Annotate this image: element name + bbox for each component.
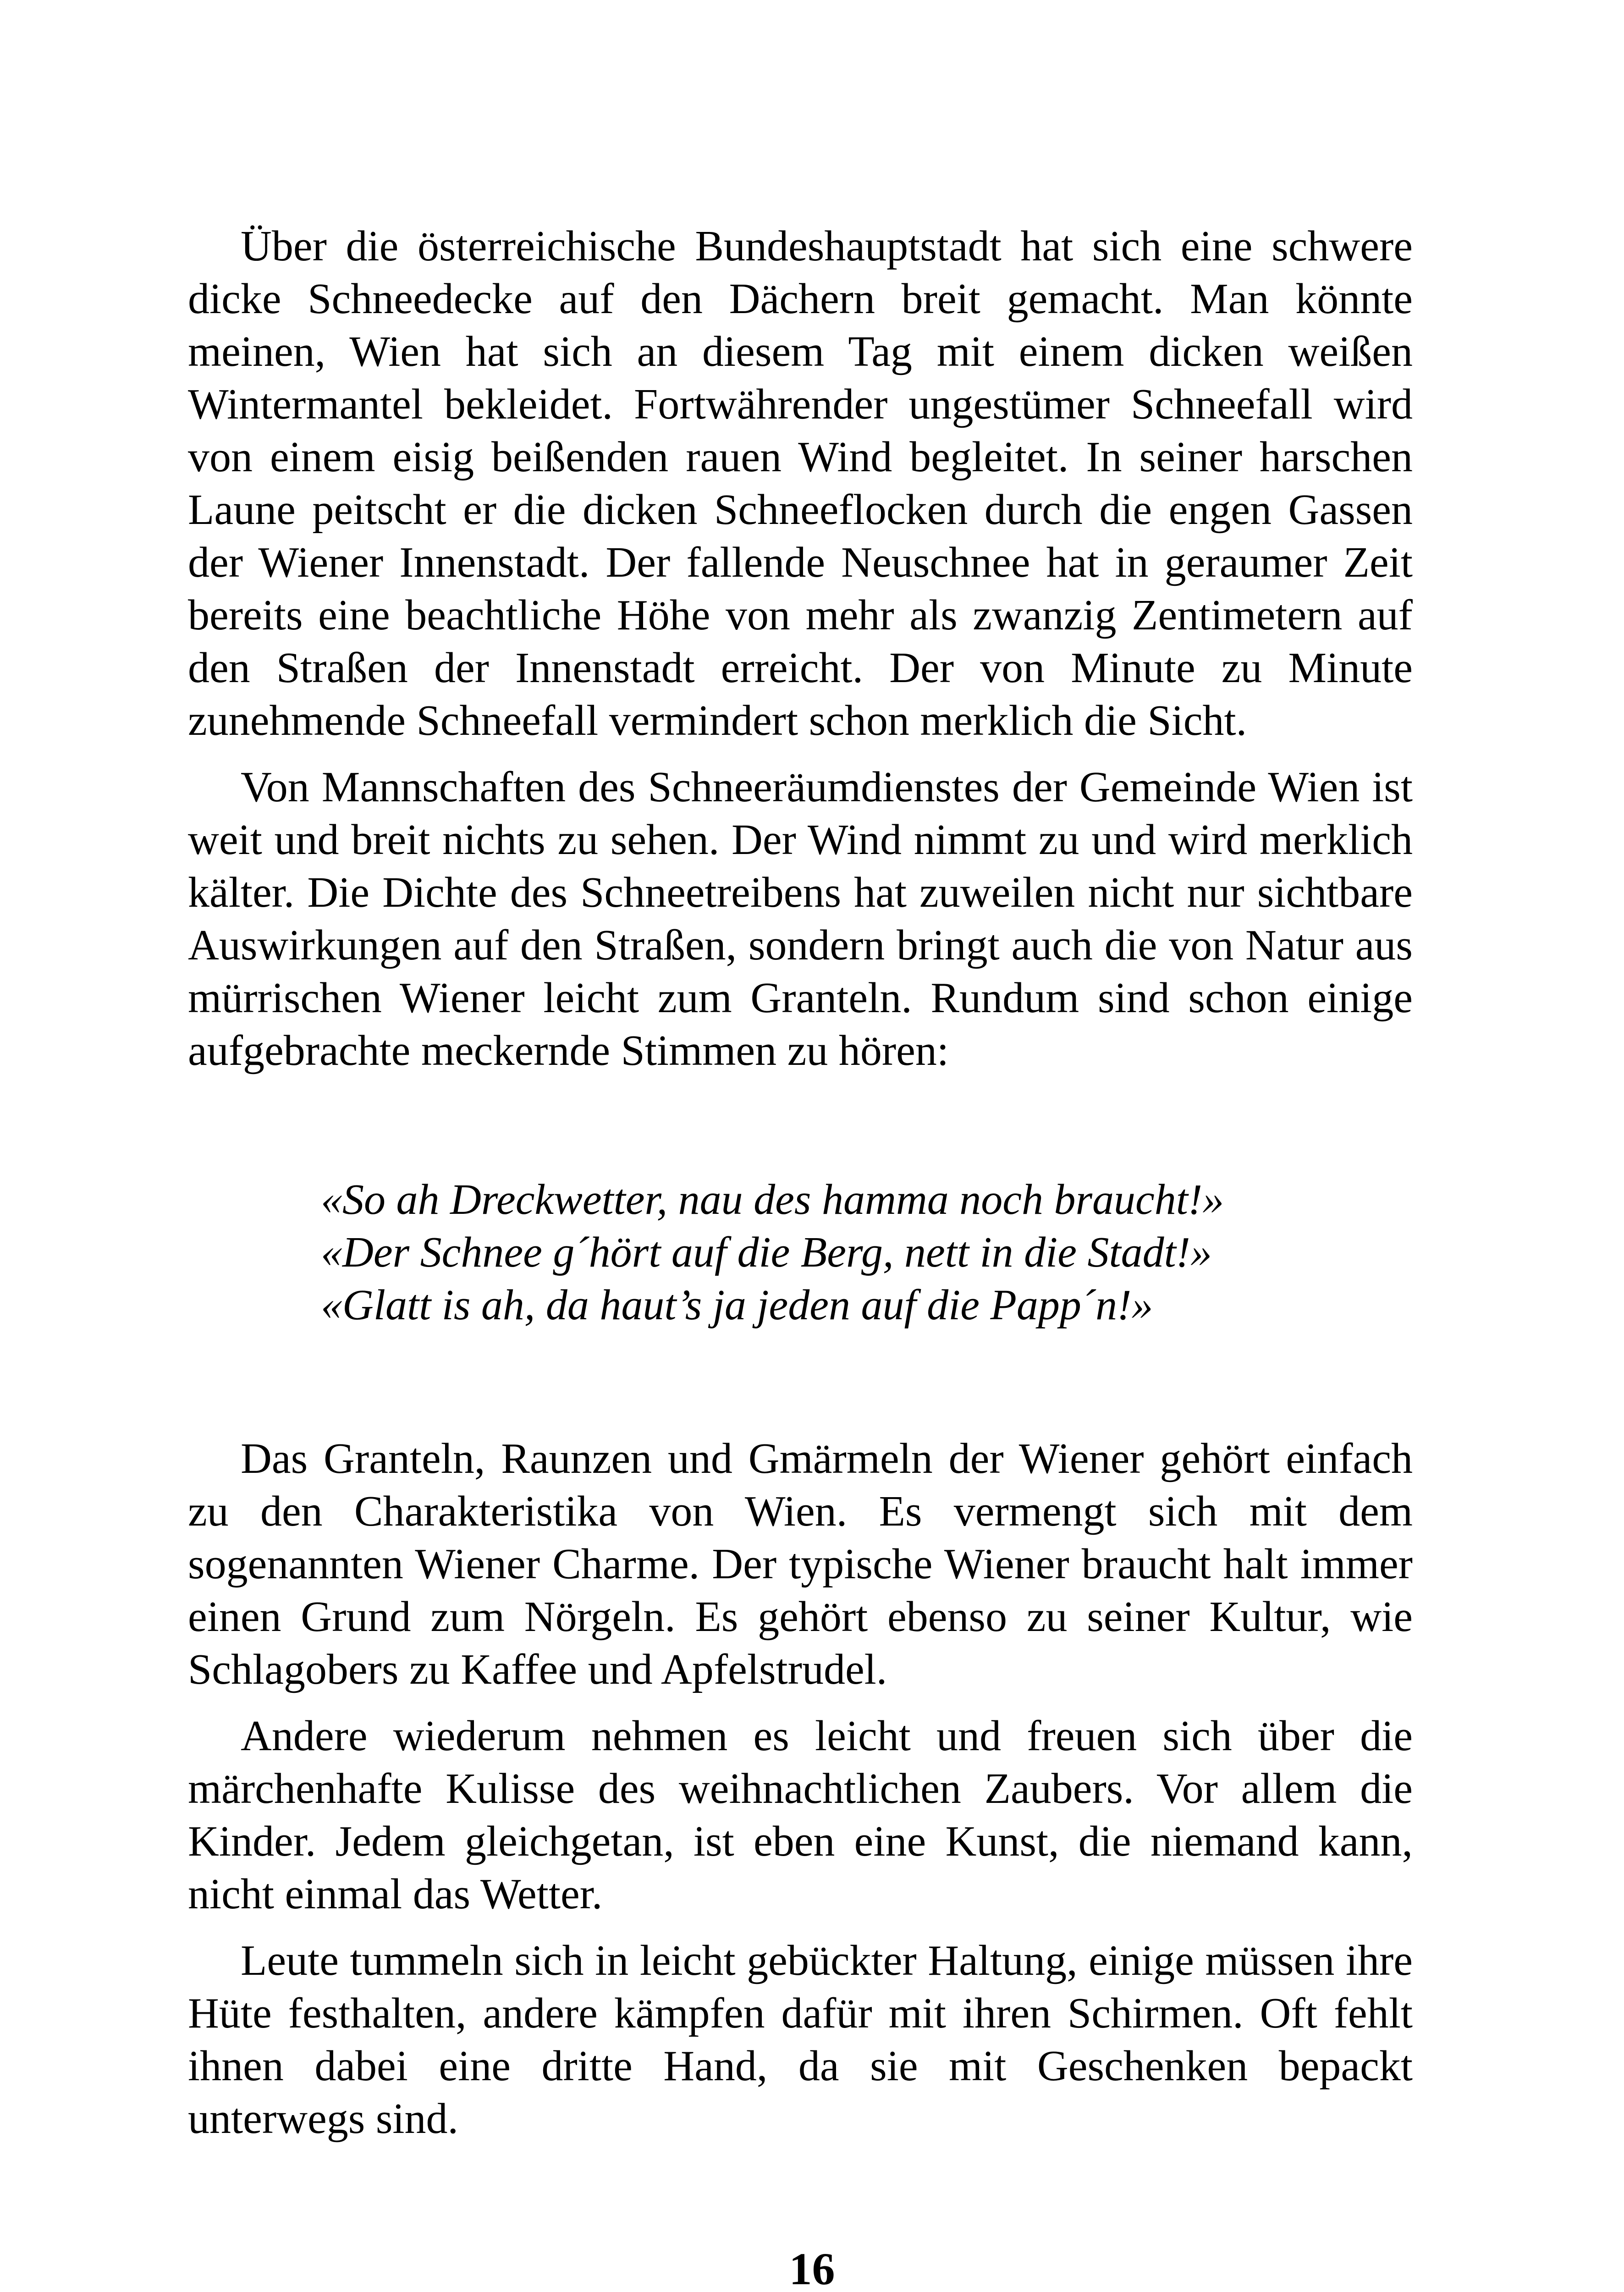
quote-line: «So ah Dreckwetter, nau des hamma noch braucht!» (321, 1176, 1224, 1223)
page-number: 16 (789, 2243, 835, 2292)
page-body (188, 220, 1413, 2145)
paragraph-viennese-character: Das Granteln, Raunzen und Gmärmeln der Wiener gehört einfach zu den Charakteristika von Wien. Es vermengt sich mit dem sogenannten Wiener Charme. Der typische Wiener braucht halt immer einen Grund zum Nörgeln. Es gehört ebenso zu seiner Kultur, wie Schlagobers zu Kaffee und Apfelstrudel. (188, 1435, 1413, 1693)
quote-line: «Glatt is ah, da haut’s ja jeden auf die Papp´n!» (321, 1281, 1153, 1329)
paragraph-people-in-snow: Leute tummeln sich in leicht gebückter Haltung, einige müssen ihre Hüte festhalten, andere kämpfen dafür mit ihren Schirmen. Oft fehlt ihnen dabei eine dritte Hand, da sie mit Geschenken bepackt unterwegs sind. (188, 1937, 1413, 2143)
paragraph-grumbling-voices: Von Mannschaften des Schneeräumdienstes der Gemeinde Wien ist weit und breit nichts zu sehen. Der Wind nimmt zu und wird merklich kälter. Die Dichte des Schneetreibens hat zuweilen nicht nur sichtbare Auswirkungen auf den Straßen, sondern bringt auch die von Natur aus mürrischen Wiener leicht zum Granteln. Rundum sind schon einige aufgebrachte meckernde Stimmen zu hören: (188, 763, 1413, 1074)
paragraph-snowfall-vienna: Über die österreichische Bundeshauptstadt hat sich eine schwere dicke Schneedecke auf den Dächern breit gemacht. Man könnte meinen, Wien hat sich an diesem Tag mit einem dicken weißen Wintermantel bekleidet. Fortwährender ungestümer Schneefall wird von einem eisig beißenden rauen Wind begleitet. In seiner harschen Laune peitscht er die dicken Schneeflocken durch die engen Gassen der Wiener Innenstadt. Der fallende Neuschnee hat in geraumer Zeit bereits eine beachtliche Höhe von mehr als zwanzig Zentimetern auf den Straßen der Innenstadt erreicht. Der von Minute zu Minute zunehmende Schneefall vermindert schon merklich die Sicht. (188, 222, 1413, 744)
dialect-quotes (188, 1174, 1413, 1332)
paragraph-christmas-magic: Andere wiederum nehmen es leicht und freuen sich über die märchenhafte Kulisse des weihnachtlichen Zaubers. Vor allem die Kinder. Jedem gleichgetan, ist eben eine Kunst, die niemand kann, nicht einmal das Wetter. (188, 1712, 1413, 1918)
quote-line: «Der Schnee g´hört auf die Berg, nett in die Stadt!» (321, 1229, 1212, 1276)
